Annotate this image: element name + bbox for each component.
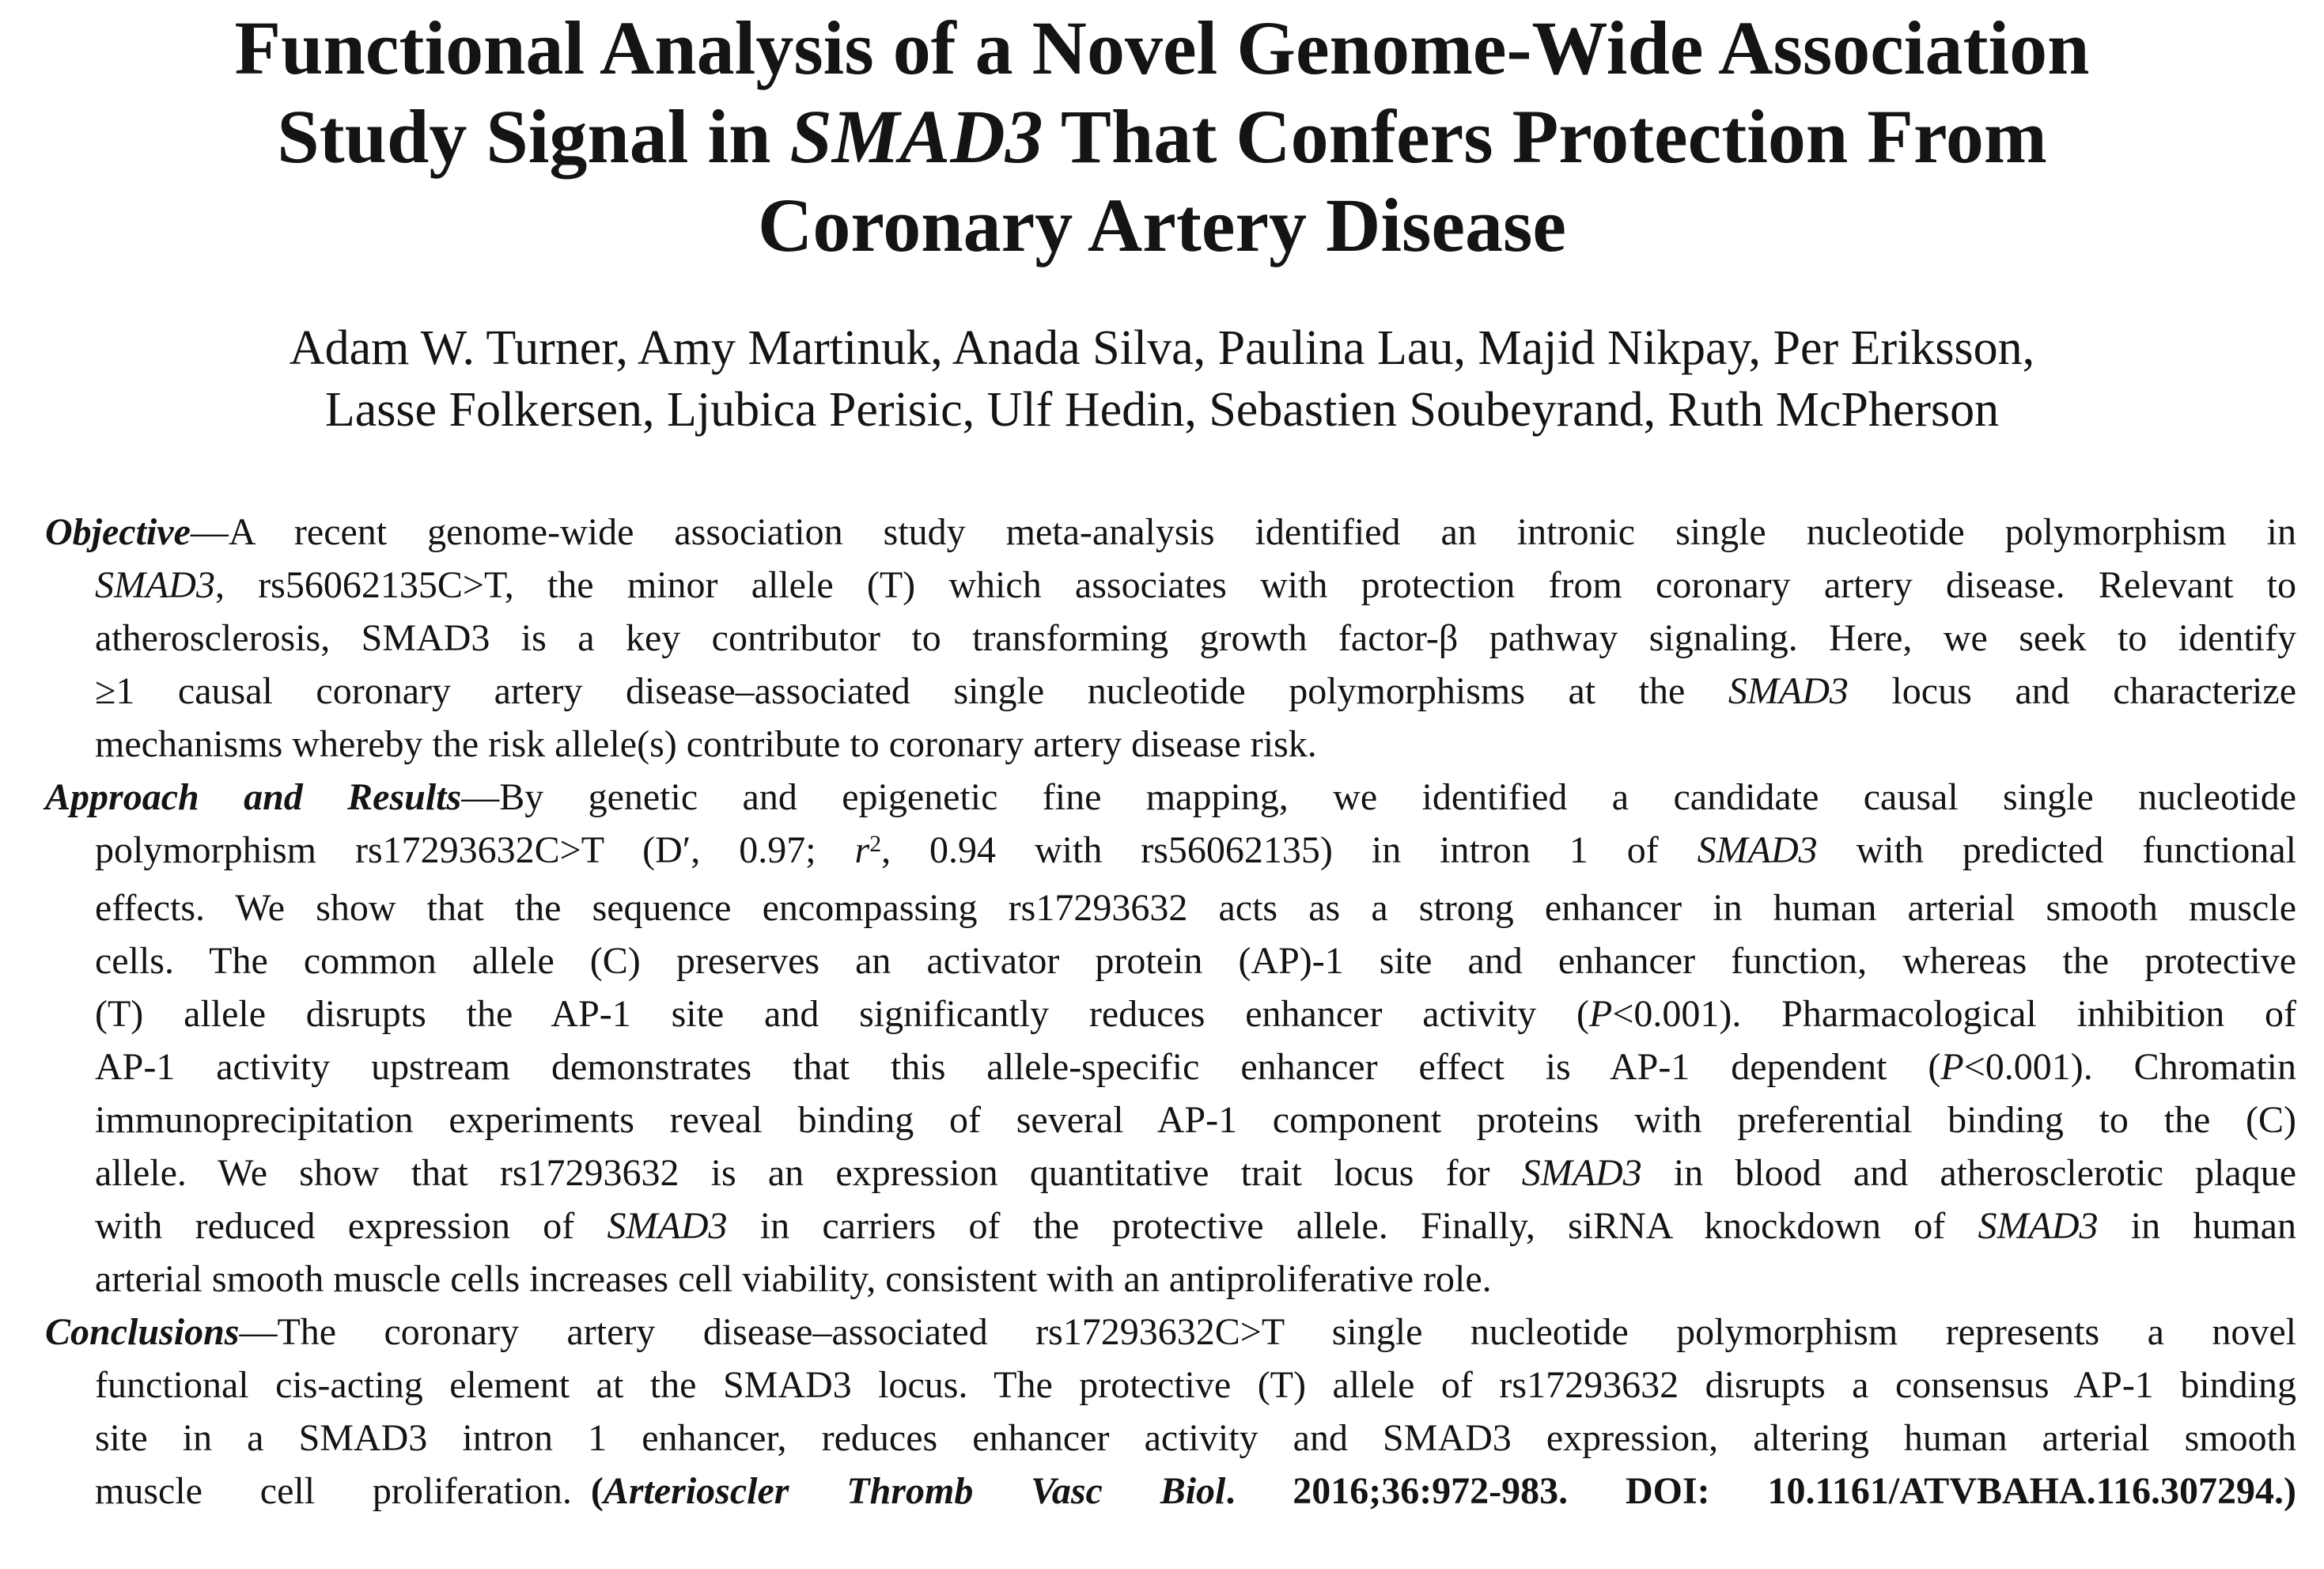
abstract-line: [45, 771, 2296, 824]
text-segment-b: . 2016;36:972-983. DOI: 10.1161/ATVBAHA.116.307294.): [1225, 1470, 2296, 1512]
paper-title: [0, 4, 2324, 270]
abstract-paragraph-objective: [45, 506, 2296, 771]
text-segment: ≥1 causal coronary artery disease–associated single nucleotide polymorphisms at the: [95, 670, 1728, 712]
abstract-line: [95, 987, 2296, 1040]
abstract-line: [95, 1040, 2296, 1093]
authors-line: Adam W. Turner, Amy Martinuk, Anada Silva, Paulina Lau, Majid Nikpay, Per Eriksson,: [289, 321, 2035, 375]
abstract-line: [45, 1306, 2296, 1359]
abstract-line: [95, 559, 2296, 612]
text-segment: , 0.94 with rs56062135) in intron 1 of: [881, 829, 1698, 871]
title-line: [0, 181, 2324, 270]
abstract-line: [95, 1412, 2296, 1465]
abstract-line: [95, 934, 2296, 987]
abstract-paragraph-conclusions: [45, 1306, 2296, 1518]
text-segment-bi: Objective: [45, 511, 191, 553]
text-segment: in human: [2098, 1205, 2296, 1247]
text-segment: with predicted functional: [1817, 829, 2296, 871]
abstract-paragraph-approach-and-results: [45, 771, 2296, 1306]
text-segment-i: SMAD3: [607, 1205, 728, 1247]
title-line: [0, 4, 2324, 93]
abstract-line: [95, 665, 2296, 718]
abstract-line: [95, 881, 2296, 934]
text-segment: in blood and atherosclerotic plaque: [1641, 1152, 2297, 1194]
text-segment-bi: Conclusions: [45, 1311, 240, 1353]
authors-line: Lasse Folkersen, Ljubica Perisic, Ulf Hedin, Sebastien Soubeyrand, Ruth McPherson: [324, 383, 2000, 437]
text-segment: immunoprecipitation experiments reveal binding of several AP-1 component proteins with preferential binding to the (C): [95, 1099, 2296, 1141]
abstract-line: [95, 1199, 2296, 1253]
text-segment-i: SMAD3: [95, 564, 215, 606]
text-segment: locus and characterize: [1848, 670, 2296, 712]
abstract-line: [95, 824, 2296, 881]
abstract-line: [45, 506, 2296, 559]
text-segment-bi: Arterioscler Thromb Vasc Biol: [603, 1470, 1226, 1512]
abstract-line: [95, 718, 2296, 771]
text-segment: Coronary Artery Disease: [758, 183, 1566, 267]
text-segment: in carriers of the protective allele. Finally, siRNA knockdown of: [727, 1205, 1978, 1247]
abstract-section: [45, 506, 2296, 1518]
text-segment-i: SMAD3: [1521, 1152, 1642, 1194]
text-segment: allele. We show that rs17293632 is an expression quantitative trait locus for: [95, 1152, 1522, 1194]
text-segment: arterial smooth muscle cells increases cell viability, consistent with an antiproliferative role.: [95, 1258, 1492, 1300]
text-segment: Functional Analysis of a Novel Genome-Wide Association: [234, 6, 2090, 90]
title-line: [0, 93, 2324, 181]
text-segment: Study Signal in: [277, 94, 790, 179]
abstract-line: [95, 1253, 2296, 1306]
text-segment: site in a SMAD3 intron 1 enhancer, reduces enhancer activity and SMAD3 expression, altering human arterial smooth: [95, 1417, 2296, 1459]
text-segment: muscle cell proliferation.: [95, 1470, 591, 1512]
abstract-line: [95, 1146, 2296, 1199]
text-segment-i: r: [854, 829, 870, 871]
text-segment: <0.001). Chromatin: [1963, 1046, 2296, 1088]
text-segment-i: SMAD3: [1728, 670, 1849, 712]
text-segment: polymorphism rs17293632C>T (D′, 0.97;: [95, 829, 855, 871]
authors-byline: [0, 317, 2324, 441]
text-segment-sup: 2: [869, 830, 882, 857]
text-segment-b: (: [590, 1470, 604, 1512]
text-segment-i: SMAD3: [789, 94, 1043, 179]
text-segment: atherosclerosis, SMAD3 is a key contributor to transforming growth factor-β pathway signaling. Here, we seek to identify: [95, 617, 2296, 659]
abstract-line: [95, 1359, 2296, 1412]
text-segment-i: SMAD3: [1978, 1205, 2099, 1247]
text-segment: cells. The common allele (C) preserves an activator protein (AP)-1 site and enhancer function, whereas the protective: [95, 940, 2296, 982]
text-segment-i: SMAD3: [1697, 829, 1818, 871]
text-segment: (T) allele disrupts the AP-1 site and significantly reduces enhancer activity (: [95, 993, 1589, 1035]
text-segment: That Confers Protection From: [1043, 94, 2047, 179]
text-segment: effects. We show that the sequence encompassing rs17293632 acts as a strong enhancer in human arterial smooth muscle: [95, 887, 2296, 929]
text-segment-i: P: [1940, 1046, 1964, 1088]
text-segment: with reduced expression of: [95, 1205, 607, 1247]
text-segment: —A recent genome-wide association study meta-analysis identified an intronic single nucleotide polymorphism in: [190, 511, 2296, 553]
abstract-line: [95, 1093, 2296, 1146]
text-segment: , rs56062135C>T, the minor allele (T) which associates with protection from coronary artery disease. Relevant to: [214, 564, 2296, 606]
text-segment-i: P: [1589, 993, 1613, 1035]
text-segment: functional cis-acting element at the SMAD3 locus. The protective (T) allele of rs17293632 disrupts a consensus AP-1 binding: [95, 1364, 2296, 1406]
text-segment: mechanisms whereby the risk allele(s) contribute to coronary artery disease risk.: [95, 723, 1317, 765]
text-segment: AP-1 activity upstream demonstrates that this allele-specific enhancer effect is AP-1 dependent (: [95, 1046, 1941, 1088]
text-segment-bi: Approach and Results: [45, 776, 462, 818]
abstract-line: [95, 1465, 2296, 1518]
text-segment: —By genetic and epigenetic fine mapping, we identified a candidate causal single nucleotide: [461, 776, 2297, 818]
text-segment: —The coronary artery disease–associated rs17293632C>T single nucleotide polymorphism represents a novel: [239, 1311, 2296, 1353]
text-segment: <0.001). Pharmacological inhibition of: [1612, 993, 2296, 1035]
abstract-line: [95, 612, 2296, 665]
